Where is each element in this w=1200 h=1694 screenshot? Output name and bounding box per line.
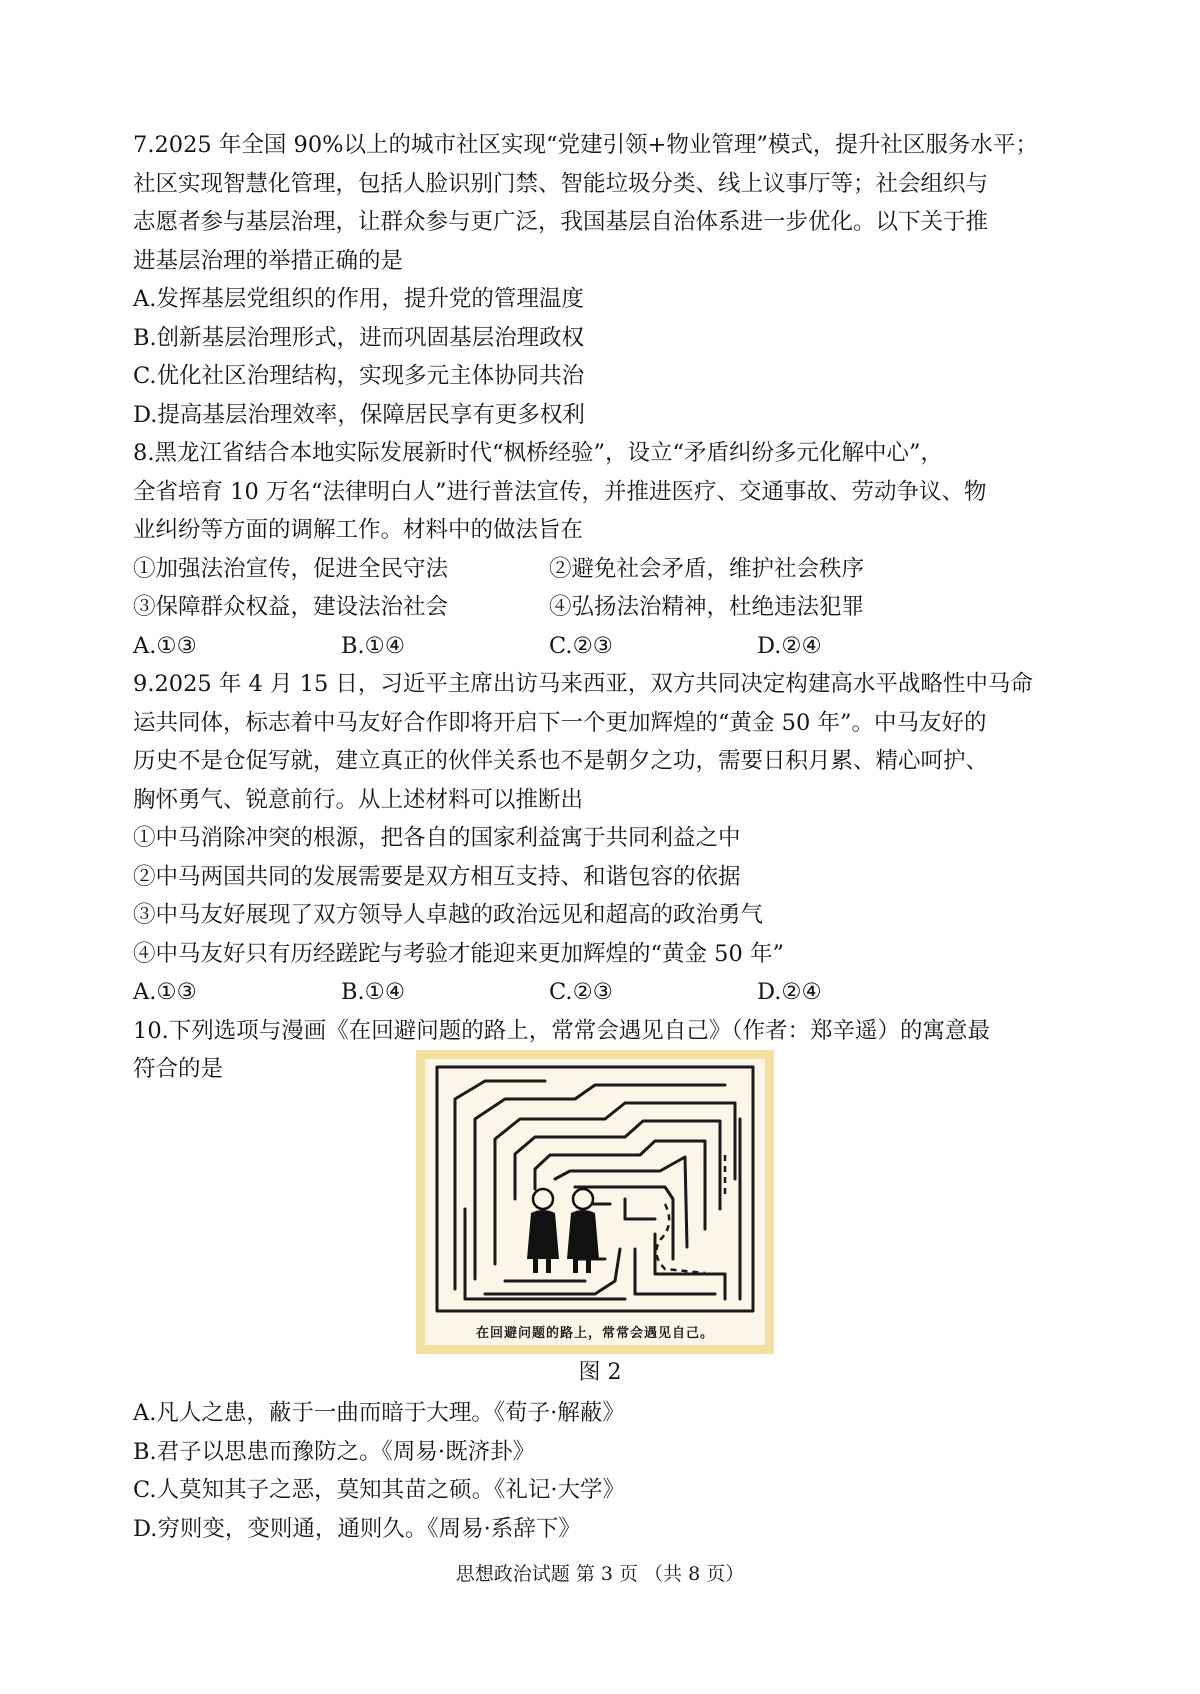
q7-option-b: B.创新基层治理形式，进而巩固基层治理政权 (133, 324, 585, 351)
q7-stem-line-3: 志愿者参与基层治理，让群众参与更广泛，我国基层自治体系进一步优化。以下关于推 (133, 209, 989, 235)
q7-stem-line-1: 7.2025 年全国 90%以上的城市社区实现“党建引领+物业管理”模式，提升社区服务水平； (133, 132, 1038, 158)
q10-option-d: D.穷则变，变则通，通则久。《周易·系辞下》 (133, 1515, 581, 1542)
q8-items-row-1 (133, 550, 1083, 589)
q9-stem-line-2: 运共同体，标志着中马友好合作即将开启下一个更加辉煌的“黄金 50 年”。中马友好的 (133, 709, 987, 736)
q8-item-1: ①加强法治宣传，促进全民守法 (133, 555, 449, 582)
q8-option-c: C.②③ (549, 632, 613, 659)
maze-cartoon-illustration (425, 1059, 765, 1321)
q7-option-c: C.优化社区治理结构，实现多元主体协同共治 (133, 363, 585, 389)
q8-option-a: A.①③ (133, 632, 197, 659)
q9-option-b: B.①④ (341, 979, 406, 1005)
q8-items-row-2 (133, 588, 1083, 627)
q10-option-b: B.君子以思患而豫防之。《周易·既济卦》 (133, 1438, 536, 1465)
q8-stem-line-1: 8.黑龙江省结合本地实际发展新时代“枫桥经验”，设立“矛盾纠纷多元化解中心”， (133, 440, 943, 466)
q8-item-4: ④弘扬法治精神，杜绝违法犯罪 (549, 594, 865, 620)
q8-options-row (133, 627, 1083, 666)
question-block-top (133, 126, 1083, 1089)
page-footer: 思想政治试题 第 3 页 （共 8 页） (455, 1563, 745, 1585)
cartoon-figure (416, 1050, 774, 1354)
q9-item-4: ④中马友好只有历经蹉跎与考验才能迎来更加辉煌的“黄金 50 年” (133, 940, 784, 967)
q8-item-2: ②避免社会矛盾，维护社会秩序 (549, 555, 865, 582)
q10-option-c: C.人莫知其子之恶，莫知其苗之硕。《礼记·大学》 (133, 1477, 625, 1503)
q10-stem-line-1: 10.下列选项与漫画《在回避问题的路上，常常会遇见自己》（作者：郑辛遥）的寓意最 (133, 1017, 991, 1044)
q9-stem-line-3: 历史不是仓促写就，建立真正的伙伴关系也不是朝夕之功，需要日积月累、精心呵护、 (133, 748, 989, 774)
q8-option-b: B.①④ (341, 632, 406, 659)
q9-stem-line-4: 胸怀勇气、锐意前行。从上述材料可以推断出 (133, 786, 584, 813)
cartoon-frame (416, 1050, 774, 1354)
q7-option-d: D.提高基层治理效率，保障居民享有更多权利 (133, 401, 585, 428)
q9-stem-line-1: 9.2025 年 4 月 15 日，习近平主席出访马来西亚，双方共同决定构建高水平战略性中马命 (133, 671, 1033, 697)
q9-option-a: A.①③ (133, 979, 197, 1005)
q7-stem-line-4: 进基层治理的举措正确的是 (133, 247, 404, 274)
q9-item-1: ①中马消除冲突的根源，把各自的国家利益寓于共同利益之中 (133, 825, 741, 851)
q10-stem-line-2: 符合的是 (133, 1056, 224, 1082)
q10-options (133, 1394, 1083, 1548)
q10-option-a: A.凡人之患，蔽于一曲而暗于大理。《荀子·解蔽》 (133, 1400, 625, 1426)
cartoon-caption: 在回避问题的路上，常常会遇见自己。 (475, 1326, 714, 1341)
q7-option-a: A.发挥基层党组织的作用，提升党的管理温度 (133, 286, 584, 312)
cartoon-inner (425, 1059, 765, 1345)
figure-label: 图 2 (578, 1360, 622, 1385)
q9-option-c: C.②③ (549, 979, 613, 1005)
q9-options-row (133, 973, 1083, 1012)
q8-item-3: ③保障群众权益，建设法治社会 (133, 594, 449, 620)
q7-stem-line-2: 社区实现智慧化管理，包括人脸识别门禁、智能垃圾分类、线上议事厅等；社会组织与 (133, 170, 989, 197)
q8-stem-line-3: 业纠纷等方面的调解工作。材料中的做法旨在 (133, 517, 584, 543)
q9-item-2: ②中马两国共同的发展需要是双方相互支持、和谐包容的依据 (133, 863, 741, 890)
q8-option-d: D.②④ (757, 632, 822, 659)
q9-item-3: ③中马友好展现了双方领导人卓越的政治远见和超高的政治勇气 (133, 902, 764, 928)
q8-stem-line-2: 全省培育 10 万名“法律明白人”进行普法宣传，并推进医疗、交通事故、劳动争议、物 (133, 478, 987, 505)
q9-option-d: D.②④ (757, 979, 822, 1005)
figure-left (527, 1189, 559, 1273)
